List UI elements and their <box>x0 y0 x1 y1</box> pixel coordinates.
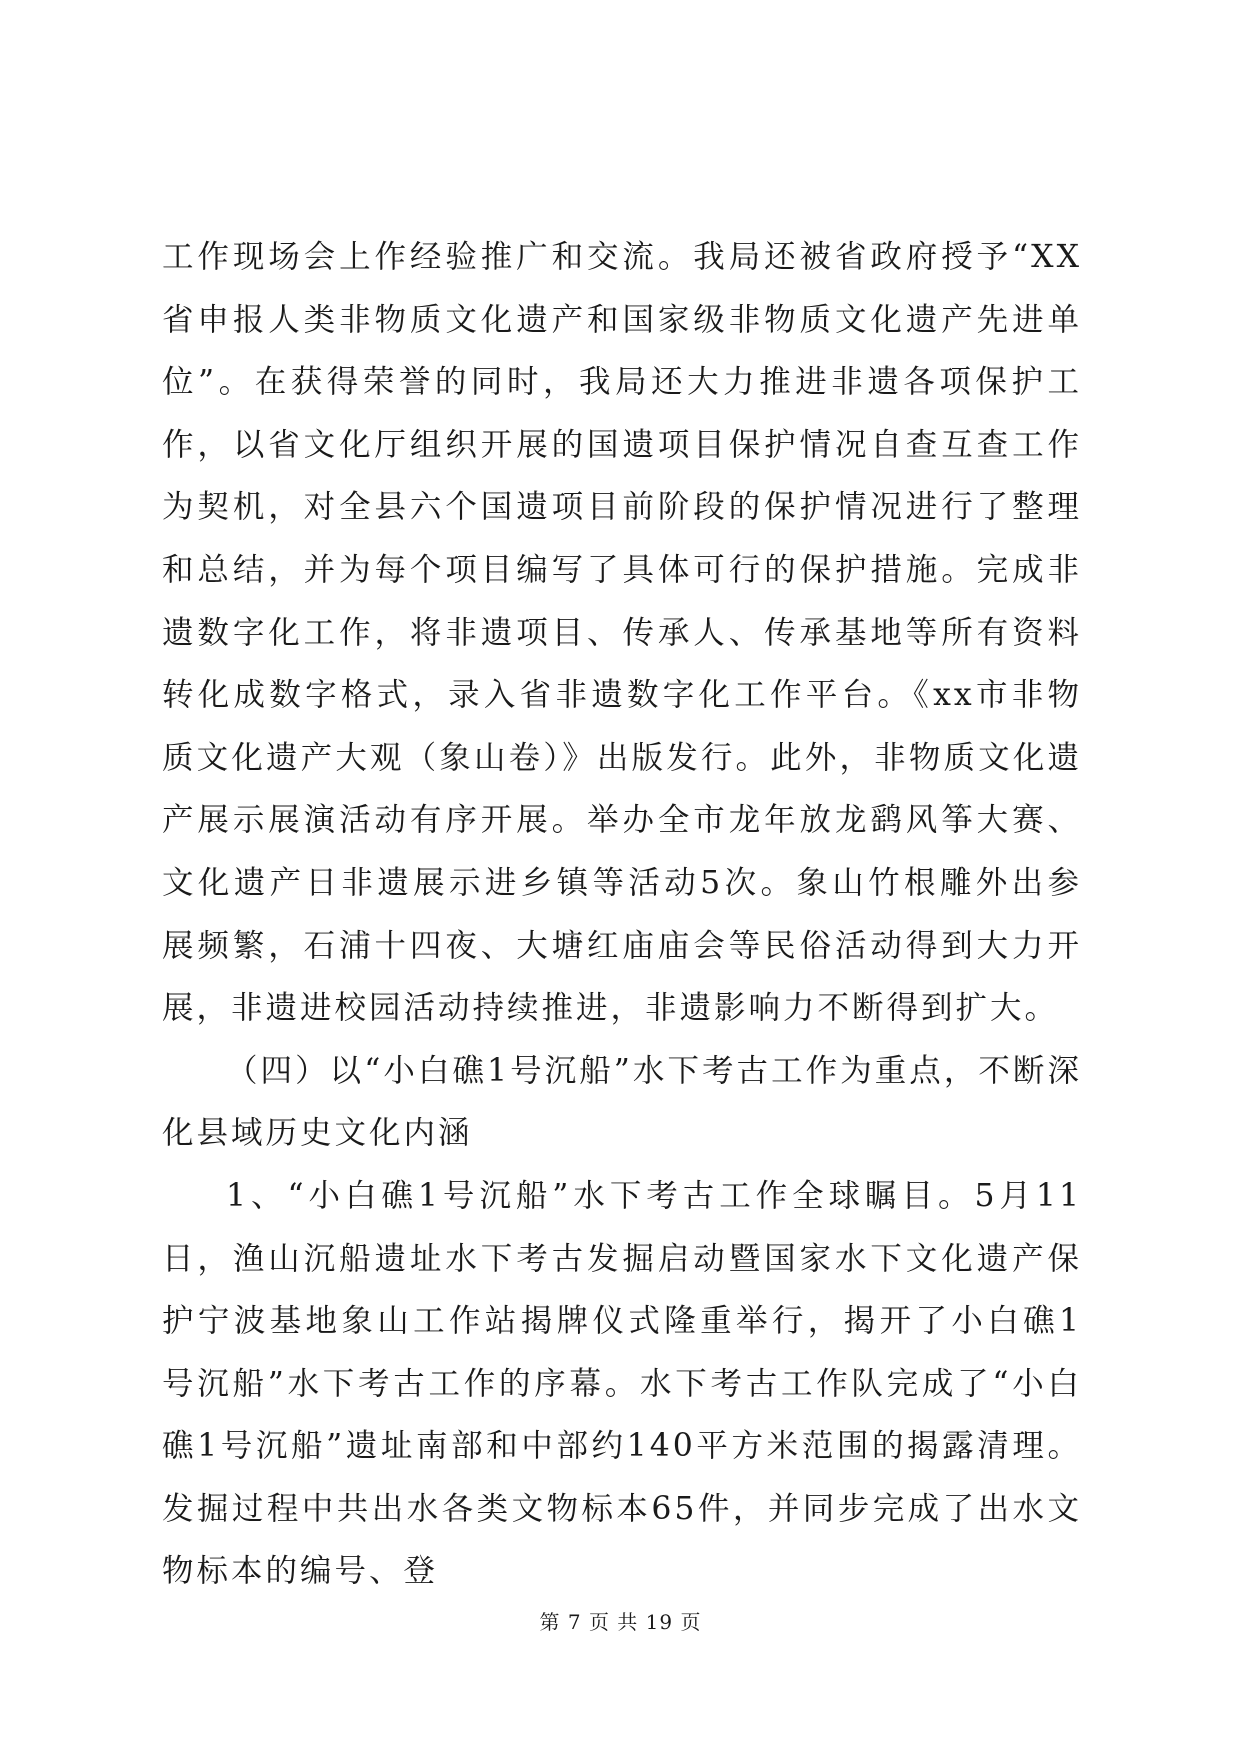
paragraph-heritage-protection: 工作现场会上作经验推广和交流。我局还被省政府授予“XX省申报人类非物质文化遗产和国家级非物质文化遗产先进单位”。在获得荣誉的同时，我局还大力推进非遗各项保护工作，以省文化厅组织开展的国遗项目保护情况自查互查工作为契机，对全县六个国遗项目前阶段的保护情况进行了整理和总结，并为每个项目编写了具体可行的保护措施。完成非遗数字化工作，将非遗项目、传承人、传承基地等所有资料转化成数字格式，录入省非遗数字化工作平台。《xx市非物质文化遗产大观（象山卷）》出版发行。此外，非物质文化遗产展示展演活动有序开展。举办全市龙年放龙鹞风筝大赛、文化遗产日非遗展示进乡镇等活动5次。象山竹根雕外出参展频繁，石浦十四夜、大塘红庙庙会等民俗活动得到大力开展，非遗进校园活动持续推进，非遗影响力不断得到扩大。 <box>162 239 1082 1027</box>
document-body <box>162 226 1082 1603</box>
page-number-footer: 第 7 页 共 19 页 <box>539 1610 702 1634</box>
paragraph-underwater-archaeology: 1、“小白礁1号沉船”水下考古工作全球瞩目。5月11日，渔山沉船遗址水下考古发掘启动暨国家水下文化遗产保护宁波基地象山工作站揭牌仪式隆重举行，揭开了小白礁1号沉船”水下考古工作的序幕。水下考古工作队完成了“小白礁1号沉船”遗址南部和中部约140平方米范围的揭露清理。发掘过程中共出水各类文物标本65件，并同步完成了出水文物标本的编号、登 <box>162 1177 1082 1590</box>
section-heading-four: （四）以“小白礁1号沉船”水下考古工作为重点，不断深化县域历史文化内涵 <box>162 1052 1082 1152</box>
